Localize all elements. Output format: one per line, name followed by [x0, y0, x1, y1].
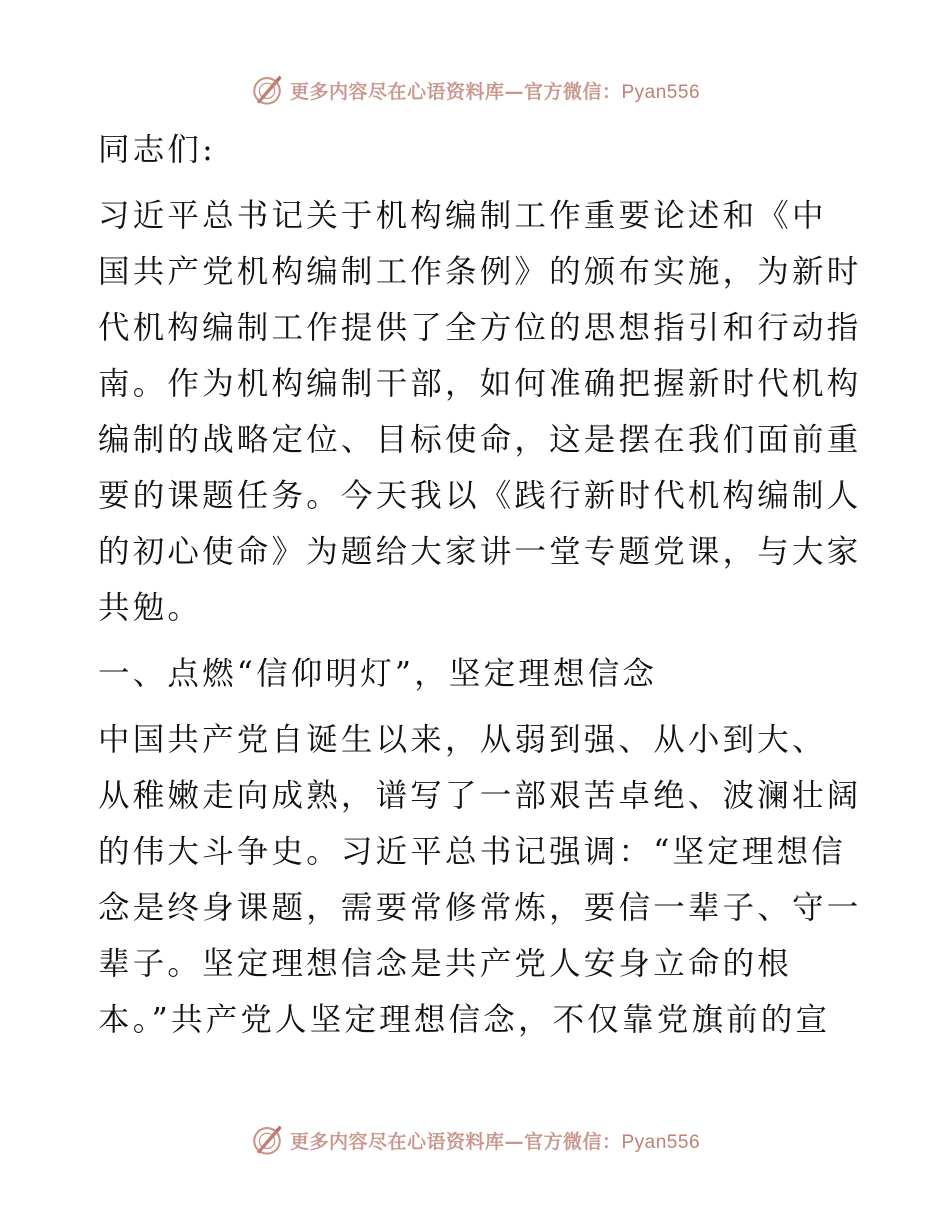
paragraph-line: 的伟大斗争史。习近平总书记强调：“坚定理想信: [98, 834, 847, 870]
paragraph-line: 共勉。: [98, 590, 203, 626]
pen-logo-icon: [250, 73, 284, 107]
paragraph-1: [98, 188, 862, 636]
pen-logo-icon: [250, 1123, 284, 1157]
paragraph-line: 本。”共产党人坚定理想信念，不仅靠党旗前的宣: [98, 1002, 831, 1038]
paragraph-line: 国共产党机构编制工作条例》的颁布实施，为新时: [98, 254, 862, 290]
paragraph-2: [98, 712, 862, 1048]
paragraph-line: 代机构编制工作提供了全方位的思想指引和行动指: [98, 310, 862, 346]
wechat-id: Pyan556: [621, 81, 701, 103]
paragraph-line: 中国共产党自诞生以来，从弱到强、从小到大、: [98, 722, 827, 758]
footer-watermark: [0, 1120, 950, 1160]
paragraph-line: 要的课题任务。今天我以《践行新时代机构编制人: [98, 478, 862, 514]
salutation: 同志们:: [98, 132, 216, 168]
watermark-text: 更多内容尽在心语资料库—官方微信：Pyan556: [289, 80, 701, 103]
header-watermark: [0, 70, 950, 110]
paragraph-line: 辈子。坚定理想信念是共产党人安身立命的根: [98, 946, 793, 982]
paragraph-line: 南。作为机构编制干部，如何准确把握新时代机构: [98, 366, 862, 402]
paragraph-line: 的初心使命》为题给大家讲一堂专题党课，与大家: [98, 534, 862, 570]
paragraph-line: 编制的战略定位、目标使命，这是摆在我们面前重: [98, 422, 862, 458]
watermark-text: 更多内容尽在心语资料库—官方微信：Pyan556: [289, 1130, 701, 1153]
document-body: [98, 122, 862, 1048]
paragraph-line: 从稚嫩走向成熟，谱写了一部艰苦卓绝、波澜壮阔: [98, 778, 862, 814]
paragraph-line: 念是终身课题，需要常修常炼，要信一辈子、守一: [98, 890, 862, 926]
section-heading: 一、点燃“信仰明灯”，坚定理想信念: [98, 656, 658, 692]
wechat-id: Pyan556: [621, 1131, 701, 1153]
paragraph-line: 习近平总书记关于机构编制工作重要论述和《中: [98, 198, 827, 234]
